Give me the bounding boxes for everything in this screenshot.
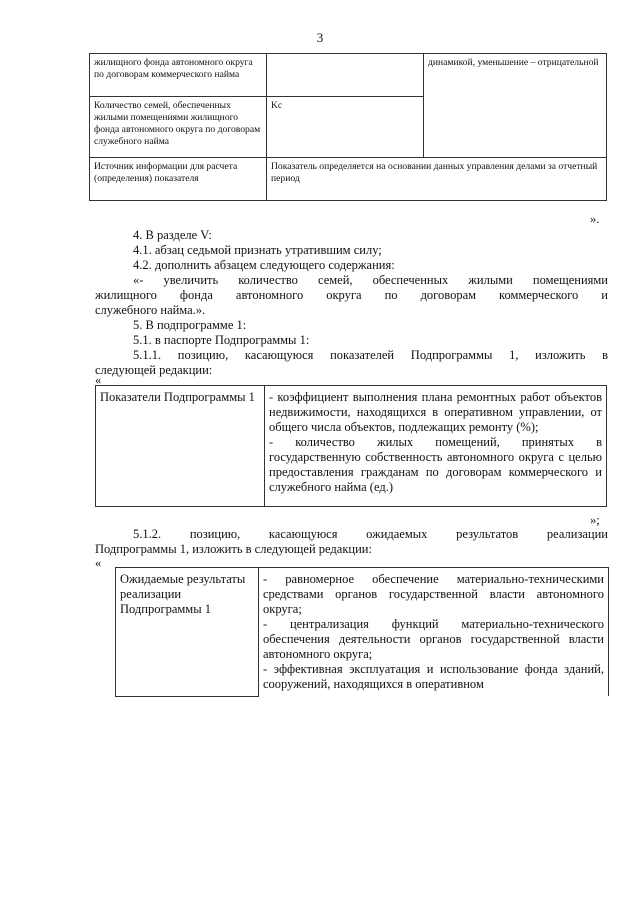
paragraph: служебного найма.». — [95, 303, 206, 317]
paragraph: «- увеличить количество семей, обеспеченных жилыми помещениями — [133, 273, 608, 287]
table-cell: Kс — [267, 97, 424, 158]
table-cell: Источник информации для расчета (определения) показателя — [90, 158, 267, 201]
table-cell: динамикой, уменьшение – отрицательной — [424, 54, 607, 158]
table-label-cell: Показатели Подпрограммы 1 — [96, 386, 265, 507]
paragraph: 5. В подпрограмме 1: — [133, 318, 247, 332]
table-cell: Показатель определяется на основании данных управления делами за отчетный период — [267, 158, 607, 201]
paragraph: 4. В разделе V: — [133, 228, 212, 242]
paragraph: 5.1. в паспорте Подпрограммы 1: — [133, 333, 310, 347]
paragraph: жилищного фонда автономного округа по договорам коммерческого и — [95, 288, 608, 302]
paragraph: 5.1.1. позицию, касающуюся показателей Подпрограммы 1, изложить в — [133, 348, 608, 362]
list-item: - коэффициент выполнения плана ремонтных работ объектов недвижимости, находящихся в оперативном управлении, от общего числа объектов, подлежащих ремонту (%); — [269, 390, 602, 434]
table-cell: жилищного фонда автономного округа по договорам коммерческого найма — [90, 54, 267, 97]
paragraph: 5.1.2. позицию, касающуюся ожидаемых результатов реализации — [133, 527, 608, 541]
table-cell: Количество семей, обеспеченных жилыми помещениями жилищного фонда автономного округа по договорам служебного найма — [90, 97, 267, 158]
table-cell — [267, 54, 424, 97]
paragraph: следующей редакции: — [95, 363, 213, 377]
opening-quote: « — [95, 556, 102, 570]
table-value-cell — [265, 386, 607, 507]
opening-quote: « — [95, 373, 102, 387]
table-label-cell: Ожидаемые результаты реализации Подпрограммы 1 — [116, 568, 259, 697]
expected-results-table — [115, 567, 609, 697]
paragraph: 4.2. дополнить абзацем следующего содержания: — [133, 258, 395, 272]
closing-quote: »; — [590, 513, 600, 527]
paragraph: 4.1. абзац седьмой признать утратившим силу; — [133, 243, 382, 257]
list-item: - эффективная эксплуатация и использование фонда зданий, сооружений, находящихся в оперативном — [263, 662, 604, 691]
indicators-table — [95, 385, 607, 507]
list-item: - количество жилых помещений, принятых в государственную собственность автономного округа с целью предоставления гражданам по договорам коммерческого и служебного найма (ед.) — [269, 435, 602, 494]
closing-quote: ». — [590, 212, 600, 226]
table-value-cell — [259, 568, 609, 697]
indicator-table — [89, 53, 607, 201]
page-number: 3 — [316, 30, 324, 45]
list-item: - централизация функций материально-технического обеспечения деятельности органов государственной власти автономного округа; — [263, 617, 604, 661]
paragraph: Подпрограммы 1, изложить в следующей редакции: — [95, 542, 372, 556]
list-item: - равномерное обеспечение материально-техническими средствами органов государственной власти автономного округа; — [263, 572, 604, 616]
